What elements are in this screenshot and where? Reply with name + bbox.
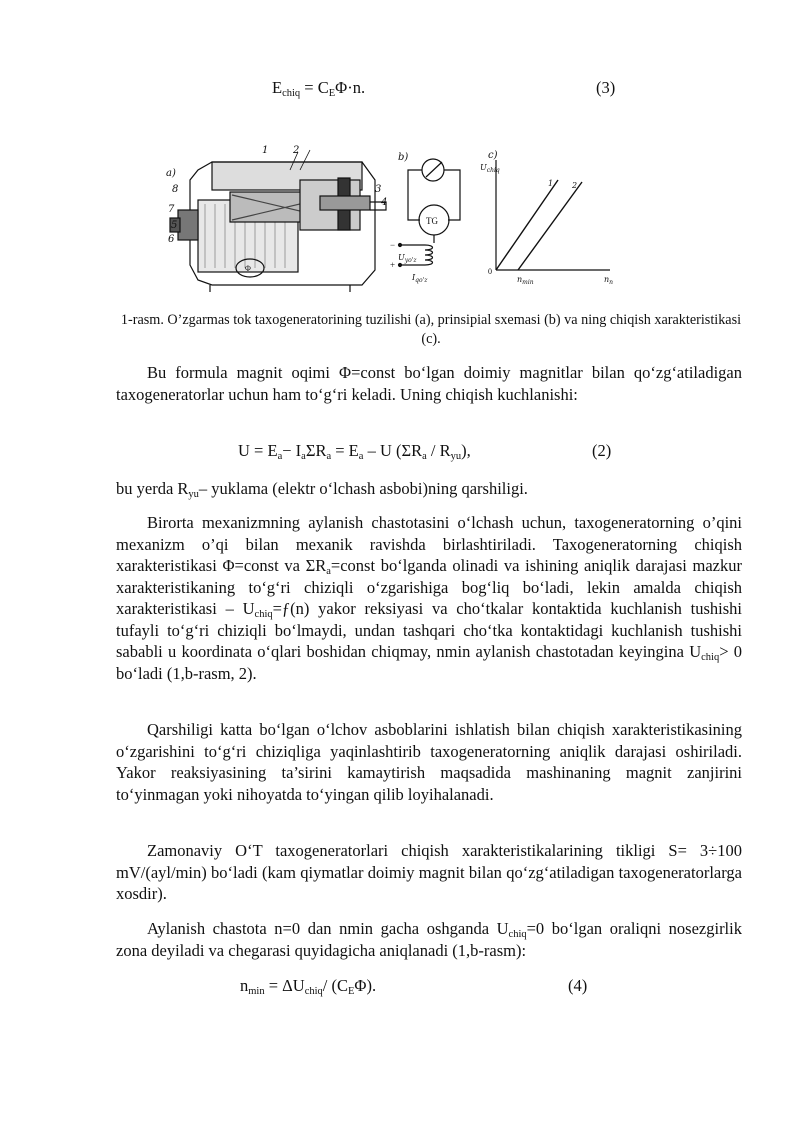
paragraph-4: Qarshiligi katta bo‘lgan o‘lchov asboblarini ishlatish bilan chiqish xarakteristikasining o‘zgarishini to‘g‘ri chiziqliga yaqinlashtirib taxogeneratorning aniqlik darajasi oshiriladi. Yakor reaksiyasining ta’sirini kamaytirish maqsadida mashinaning magnit zanjirini to‘yinmagan yoki nihoyatda to‘yingan qilib loyihalanadi. [116,720,742,804]
equation-3: $E_{chiq} = C_E\Phi\cdot n$. [272,78,366,99]
label-4: 4 [381,197,388,208]
equation-3-number: (3) [596,78,616,97]
svg-text:Uchiq: $U_{chiq}$ [480,163,500,174]
svg-text:nmin: $n_{min}$ [517,275,534,286]
label-c: c) [488,150,498,161]
label-2: 2 [293,145,300,156]
equation-2-number: (2) [592,441,612,460]
equation-4-number: (4) [568,976,588,995]
label-tg: TG [426,216,438,226]
taxogenerator-schematic [399,159,461,267]
equation-4: $n_{min} = \Delta U_{chiq}/$ $(C_E\Phi)$. [240,976,377,997]
paragraph-6: Aylanish chastota n=0 dan nmin gacha oshganda $U_{chiq}=0$ bo‘lgan oraliqni nosezgirlik zona deyiladi va chegarasi quyidagicha aniqlanadi (1,b-rasm): [116,919,742,960]
label-8: 8 [172,184,179,195]
svg-text:+: + [390,260,396,270]
taxogenerator-structure [170,150,386,292]
output-characteristic [496,160,610,270]
label-a: a) [166,168,176,179]
label-b: b) [398,152,409,163]
figure-1 [150,140,650,300]
paragraph-1: Bu formula magnit oqimi Φ=const bo‘lgan doimiy magnitlar bilan qo‘zg‘atiladigan taxogeneratorlar uchun ham to‘g‘ri keladi. Uning chiqish kuchlanishi: [116,363,742,404]
svg-text:−: − [390,240,396,250]
label-zero: 0 [488,267,492,276]
svg-text:nn: $n_n$ [604,275,614,286]
curve-1-label: 1 [548,179,554,188]
curve-2-label: 2 [572,181,578,190]
svg-text:Uyo'z: $U_{yo'z}$ [398,253,417,264]
svg-text:Iqo'z: $I_{qo'z}$ [412,273,428,284]
label-6: 6 [168,234,175,245]
label-3: 3 [375,184,382,195]
paragraph-3: Birorta mexanizmning aylanish chastotasini o‘lchash uchun, taxogeneratorning o’qini mexanizm o’qi bilan mexanik ravishda birlashtiriladi. Taxogeneratorning chiqish xarakteristikasi Φ=const va $\Sigma R_a=const$ bo‘lganda olinadi va ishining aniqlik darajasi mazkur xarakteristikaning to‘g‘ri chiziqli o‘zgarishiga bog‘liq bo‘ladi, lekin amalda chiqish xarakteristikasi – $U_{chiq}=ƒ(n)$ yakor reksiyasi va cho‘tkalar kontaktida kuchlanish tushishi tufayli to‘g‘ri chiziqli bo‘lmaydi, undan tashqari cho‘tka kontaktidagi kuchlanish tushishi sababli u koordinata o‘qlari boshidan chiqmay, nmin aylanish chastotadan keyingina $U_{chiq}> 0$ bo‘ladi (1,b-rasm, 2). [116,513,743,683]
label-1: 1 [262,145,269,156]
figure-caption: 1-rasm. O’zgarmas tok taxogeneratorining tuzilishi (a), prinsipial sxemasi (b) va ning chiqish xarakteristikasi (c). [120,312,742,347]
label-phi: Φ [245,264,251,273]
equation-2: $U = E_a- I_a\Sigma R_a = E_a - U$ $(\Sigma R_a / R_{yu})$, [238,441,471,462]
label-7: 7 [168,204,175,215]
paragraph-2: bu yerda $R_{yu}-$ yuklama (elektr o‘lchash asbobi)ning qarshiligi. [116,479,528,500]
figure-1-drawing [150,140,650,300]
paragraph-5: Zamonaviy O‘T taxogeneratorlari chiqish xarakteristikalarining tikligi S= 3÷100 mV/(ayl/min) bo‘ladi (kam qiymatlar doimiy magnit bilan qo‘zg‘atiladigan taxogeneratorlarga xosdir). [116,841,742,903]
label-5: 5 [171,220,178,231]
